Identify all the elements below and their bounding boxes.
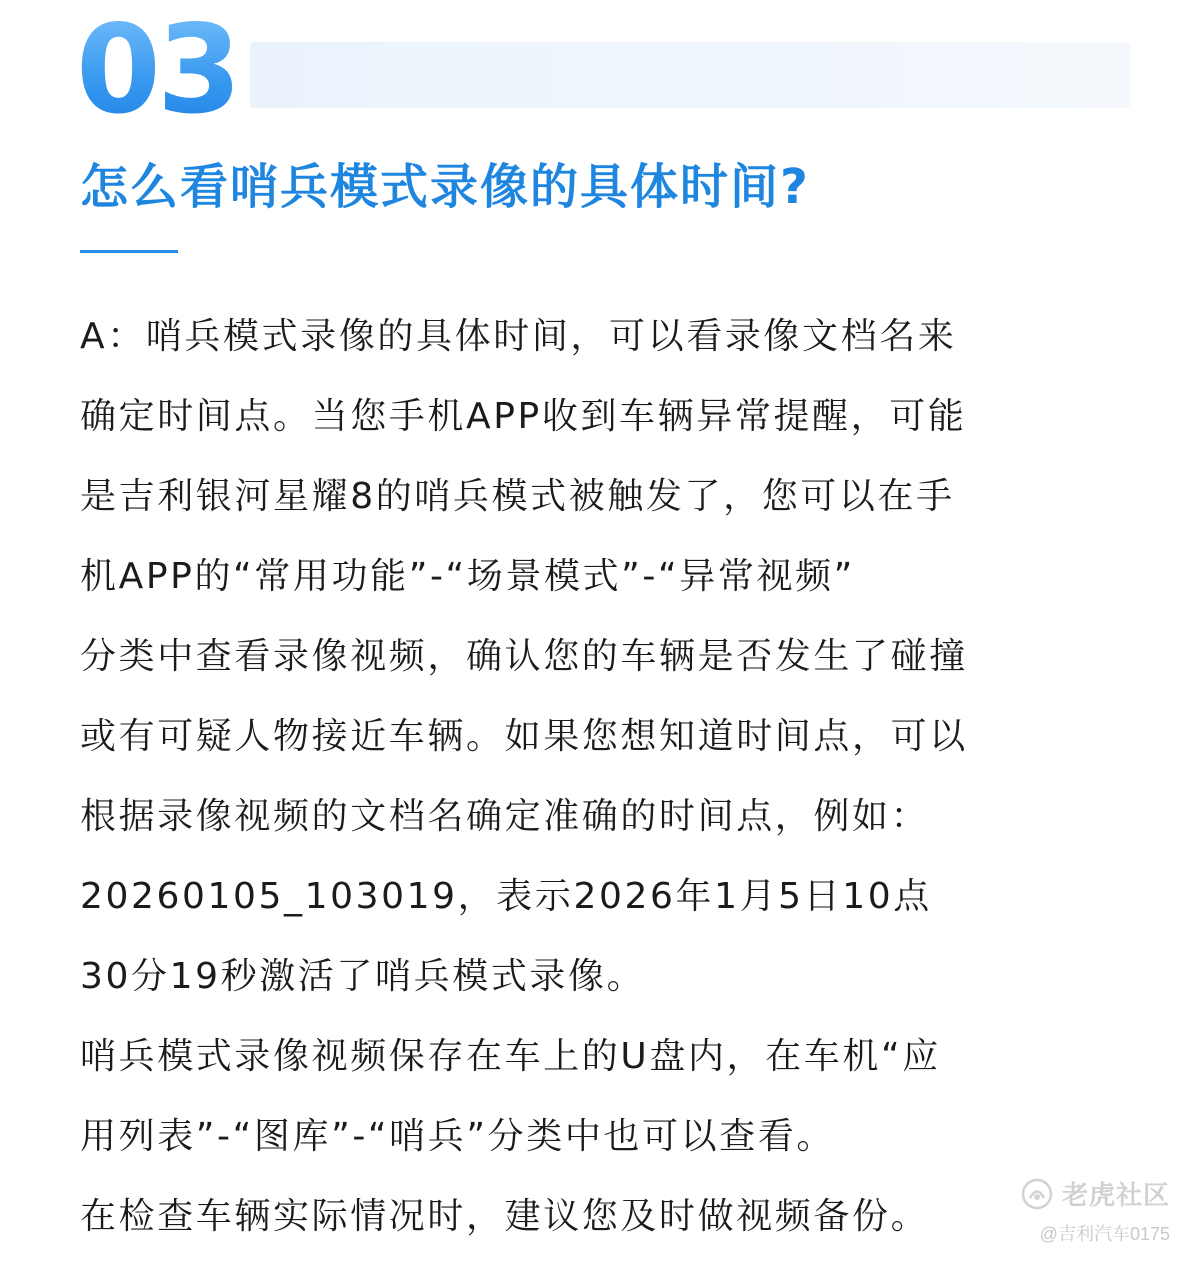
answer-line: 30分19秒激活了哨兵模式录像。 [80, 956, 646, 997]
section-number [76, 4, 276, 124]
answer-line: 用列表”-“图库”-“哨兵”分类中也可以查看。 [80, 1116, 836, 1157]
answer-line: A：哨兵模式录像的具体时间，可以看录像文档名来 [80, 316, 957, 357]
answer-line: 20260105_103019，表示2026年1月5日10点 [80, 876, 932, 917]
header-band [250, 42, 1130, 108]
watermark-handle: @吉利汽车0175 [1039, 1224, 1170, 1244]
section-number-text: 03 [76, 4, 238, 124]
watermark [1020, 1175, 1170, 1246]
answer-line: 在检查车辆实际情况时，建议您及时做视频备份。 [80, 1196, 930, 1237]
answer-body [80, 297, 1120, 1257]
tiger-community-logo-icon [1020, 1177, 1054, 1211]
watermark-brand: 老虎社区 [1061, 1180, 1170, 1210]
title-underline [80, 250, 178, 253]
answer-line: 机APP的“常用功能”-“场景模式”-“异常视频” [80, 556, 855, 597]
answer-line: 是吉利银河星耀8的哨兵模式被触发了，您可以在手 [80, 476, 955, 517]
answer-line: 或有可疑人物接近车辆。如果您想知道时间点，可以 [80, 716, 968, 757]
answer-line: 分类中查看录像视频，确认您的车辆是否发生了碰撞 [80, 636, 968, 677]
answer-line: 哨兵模式录像视频保存在车上的U盘内，在车机“应 [80, 1036, 941, 1077]
answer-line: 确定时间点。当您手机APP收到车辆异常提醒，可能 [80, 396, 967, 437]
question-title: 怎么看哨兵模式录像的具体时间? [80, 159, 810, 215]
answer-line: 根据录像视频的文档名确定准确的时间点，例如： [80, 796, 930, 837]
